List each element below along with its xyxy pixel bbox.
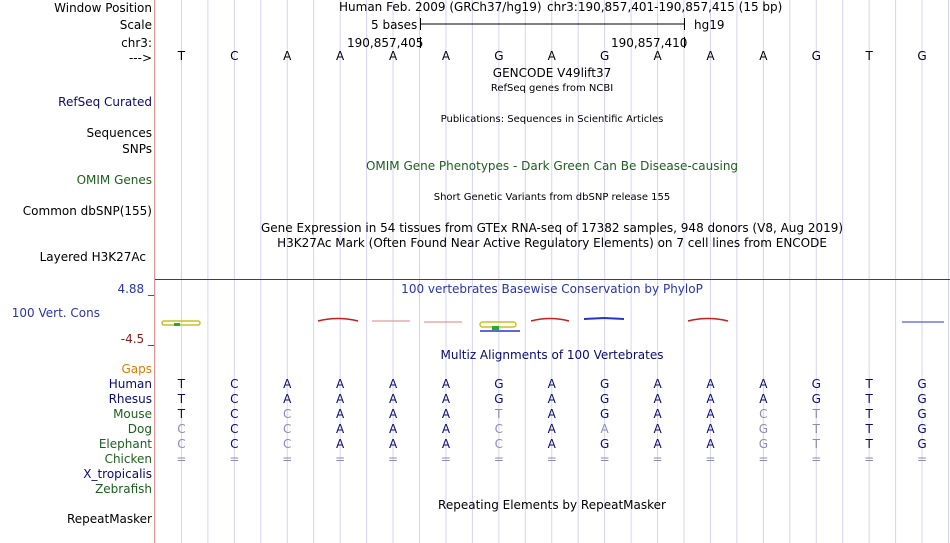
aligned-base: C <box>759 407 768 421</box>
coord-left: 190,857,405 <box>347 36 424 50</box>
aligned-base: A <box>706 422 715 436</box>
common-dbsnp-label[interactable]: Common dbSNP(155) <box>22 204 152 218</box>
aligned-base: C <box>230 422 239 436</box>
aligned-base: G <box>599 437 610 451</box>
aligned-base: G <box>917 437 927 451</box>
aligned-base: A <box>336 377 345 391</box>
aligned-base: T <box>865 407 873 421</box>
aligned-base: T <box>865 422 873 436</box>
ref-base: A <box>283 49 292 63</box>
aligned-base: C <box>494 422 504 436</box>
aligned-base: C <box>230 392 239 406</box>
aligned-base: G <box>917 422 927 436</box>
aligned-base: T <box>812 437 820 451</box>
aligned-base: A <box>653 437 662 451</box>
repeatmasker-track-title[interactable]: Repeating Elements by RepeatMasker <box>438 498 666 512</box>
aligned-base: = <box>917 452 928 466</box>
aligned-base: G <box>917 392 927 406</box>
aligned-base: A <box>547 407 556 421</box>
phylop-track-title[interactable]: 100 vertebrates Basewise Conservation by PhyloP <box>401 282 703 296</box>
aligned-base: = <box>758 452 769 466</box>
aligned-base: G <box>599 392 610 406</box>
ref-base: C <box>230 49 239 63</box>
phylop-mark <box>688 319 728 322</box>
aligned-base: T <box>495 407 503 421</box>
ref-base: A <box>336 49 345 63</box>
aligned-base: A <box>283 392 292 406</box>
aligned-base: A <box>653 407 662 421</box>
ref-base: A <box>388 49 398 63</box>
ref-base: A <box>759 49 768 63</box>
species-label[interactable]: Chicken <box>104 452 152 466</box>
species-label[interactable]: Elephant <box>98 437 152 451</box>
aligned-base: A <box>653 392 662 406</box>
aligned-base: A <box>441 392 451 406</box>
ref-base: G <box>917 49 927 63</box>
publications-track-title[interactable]: Publications: Sequences in Scientific Articles <box>440 114 664 125</box>
gaps-label[interactable]: Gaps <box>121 362 152 376</box>
aligned-base: A <box>388 377 398 391</box>
aligned-base: C <box>230 377 239 391</box>
aligned-base: A <box>547 392 556 406</box>
position-text: chr3:190,857,401-190,857,415 (15 bp) <box>547 0 783 14</box>
aligned-base: A <box>600 422 609 436</box>
species-label[interactable]: Dog <box>127 422 152 436</box>
aligned-base: G <box>811 392 821 406</box>
ref-base: T <box>177 49 186 63</box>
aligned-base: T <box>812 422 820 436</box>
db-name: hg19 <box>694 18 725 32</box>
species-label[interactable]: X_tropicalis <box>83 467 152 481</box>
gencode-track-title[interactable]: GENCODE V49lift37 <box>492 66 612 80</box>
aligned-base: T <box>812 407 820 421</box>
aligned-base: A <box>336 407 345 421</box>
repeatmasker-label[interactable]: RepeatMasker <box>66 512 152 526</box>
aligned-base: A <box>653 377 662 391</box>
aligned-base: A <box>547 377 556 391</box>
multiz-track-title[interactable]: Multiz Alignments of 100 Vertebrates <box>440 348 664 362</box>
aligned-base: A <box>441 377 451 391</box>
aligned-base: C <box>177 422 186 436</box>
ref-base: G <box>494 49 504 63</box>
aligned-base: A <box>388 407 398 421</box>
ref-base: T <box>865 49 873 63</box>
omim-track-title[interactable]: OMIM Gene Phenotypes - Dark Green Can Be Disease-causing <box>365 159 739 173</box>
aligned-base: G <box>917 377 927 391</box>
aligned-base: = <box>493 452 504 466</box>
phylop-max-label: 4.88 _ <box>117 282 154 296</box>
species-label[interactable]: Human <box>108 377 152 391</box>
phylop-mark <box>531 319 569 322</box>
aligned-base: T <box>177 407 186 421</box>
aligned-base: C <box>494 437 504 451</box>
aligned-base: T <box>865 392 873 406</box>
species-label[interactable]: Mouse <box>113 407 152 421</box>
phylop-label[interactable]: 100 Vert. Cons <box>11 306 100 320</box>
chrom-label: chr3: <box>121 36 152 50</box>
species-label[interactable]: Rhesus <box>108 392 152 406</box>
aligned-base: A <box>706 377 715 391</box>
aligned-base: = <box>440 452 451 466</box>
aligned-base: A <box>336 392 345 406</box>
aligned-base: A <box>388 437 398 451</box>
refseq-track-title[interactable]: RefSeq genes from NCBI <box>490 83 614 94</box>
dbsnp-track-title[interactable]: Short Genetic Variants from dbSNP release 155 <box>433 192 671 203</box>
aligned-base: A <box>336 422 345 436</box>
aligned-base: = <box>282 452 293 466</box>
aligned-base: C <box>283 407 292 421</box>
aligned-base: C <box>283 437 292 451</box>
aligned-base: = <box>229 452 240 466</box>
aligned-base: A <box>336 437 345 451</box>
aligned-base: = <box>335 452 346 466</box>
aligned-base: C <box>177 437 186 451</box>
coord-right: 190,857,410 <box>611 36 688 50</box>
aligned-base: G <box>758 422 768 436</box>
phylop-mark <box>318 319 358 322</box>
aligned-base: G <box>599 407 610 421</box>
aligned-base: A <box>706 407 715 421</box>
species-label[interactable]: Zebrafish <box>95 482 152 496</box>
aligned-base: = <box>546 452 557 466</box>
aligned-base: A <box>759 392 768 406</box>
window-position-label: Window Position <box>54 1 152 15</box>
aligned-base: = <box>176 452 187 466</box>
aligned-base: G <box>599 377 610 391</box>
aligned-base: = <box>599 452 610 466</box>
snps-label[interactable]: SNPs <box>122 142 152 156</box>
aligned-base: A <box>441 437 451 451</box>
aligned-base: = <box>705 452 716 466</box>
aligned-base: C <box>283 422 292 436</box>
omim-genes-label[interactable]: OMIM Genes <box>76 173 152 187</box>
ref-base: A <box>653 49 662 63</box>
aligned-base: A <box>759 377 768 391</box>
layered-h3k27ac-label[interactable]: Layered H3K27Ac <box>39 250 146 264</box>
aligned-base: A <box>441 407 451 421</box>
ref-base: A <box>706 49 715 63</box>
aligned-base: T <box>177 392 186 406</box>
sequences-label[interactable]: Sequences <box>86 126 152 140</box>
aligned-base: A <box>547 422 556 436</box>
strand-label: ---> <box>128 51 152 65</box>
aligned-base: = <box>811 452 822 466</box>
aligned-base: A <box>283 377 292 391</box>
ref-base: G <box>599 49 610 63</box>
gtex-track-title[interactable]: Gene Expression in 54 tissues from GTEx RNA-seq of 17382 samples, 948 donors (V8, Aug 2019) <box>260 221 844 235</box>
aligned-base: C <box>230 407 239 421</box>
aligned-base: T <box>865 377 873 391</box>
aligned-base: A <box>388 422 398 436</box>
aligned-base: G <box>494 377 504 391</box>
scale-label: Scale <box>119 18 152 32</box>
phylop-mark <box>492 326 499 330</box>
aligned-base: G <box>758 437 768 451</box>
aligned-base: G <box>811 377 821 391</box>
ref-base: G <box>811 49 821 63</box>
aligned-base: C <box>230 437 239 451</box>
phylop-mark <box>584 318 624 319</box>
ref-base: A <box>547 49 556 63</box>
aligned-base: G <box>494 392 504 406</box>
refseq-curated-label[interactable]: RefSeq Curated <box>58 95 152 109</box>
ref-base: A <box>441 49 451 63</box>
aligned-base: G <box>917 407 927 421</box>
aligned-base: A <box>653 422 662 436</box>
aligned-base: = <box>388 452 399 466</box>
aligned-base: A <box>441 422 451 436</box>
aligned-base: A <box>547 437 556 451</box>
aligned-base: = <box>652 452 663 466</box>
h3k27ac-track-title[interactable]: H3K27Ac Mark (Often Found Near Active Regulatory Elements) on 7 cell lines from ENCODE <box>277 236 827 250</box>
aligned-base: T <box>177 377 186 391</box>
phylop-min-label: -4.5 _ <box>120 332 154 346</box>
aligned-base: A <box>706 392 715 406</box>
aligned-base: A <box>388 392 398 406</box>
scale-text: 5 bases <box>371 18 418 32</box>
phylop-mark <box>174 323 180 326</box>
assembly-text: Human Feb. 2009 (GRCh37/hg19) <box>339 0 542 14</box>
aligned-base: T <box>865 437 873 451</box>
aligned-base: = <box>864 452 875 466</box>
aligned-base: A <box>706 437 715 451</box>
